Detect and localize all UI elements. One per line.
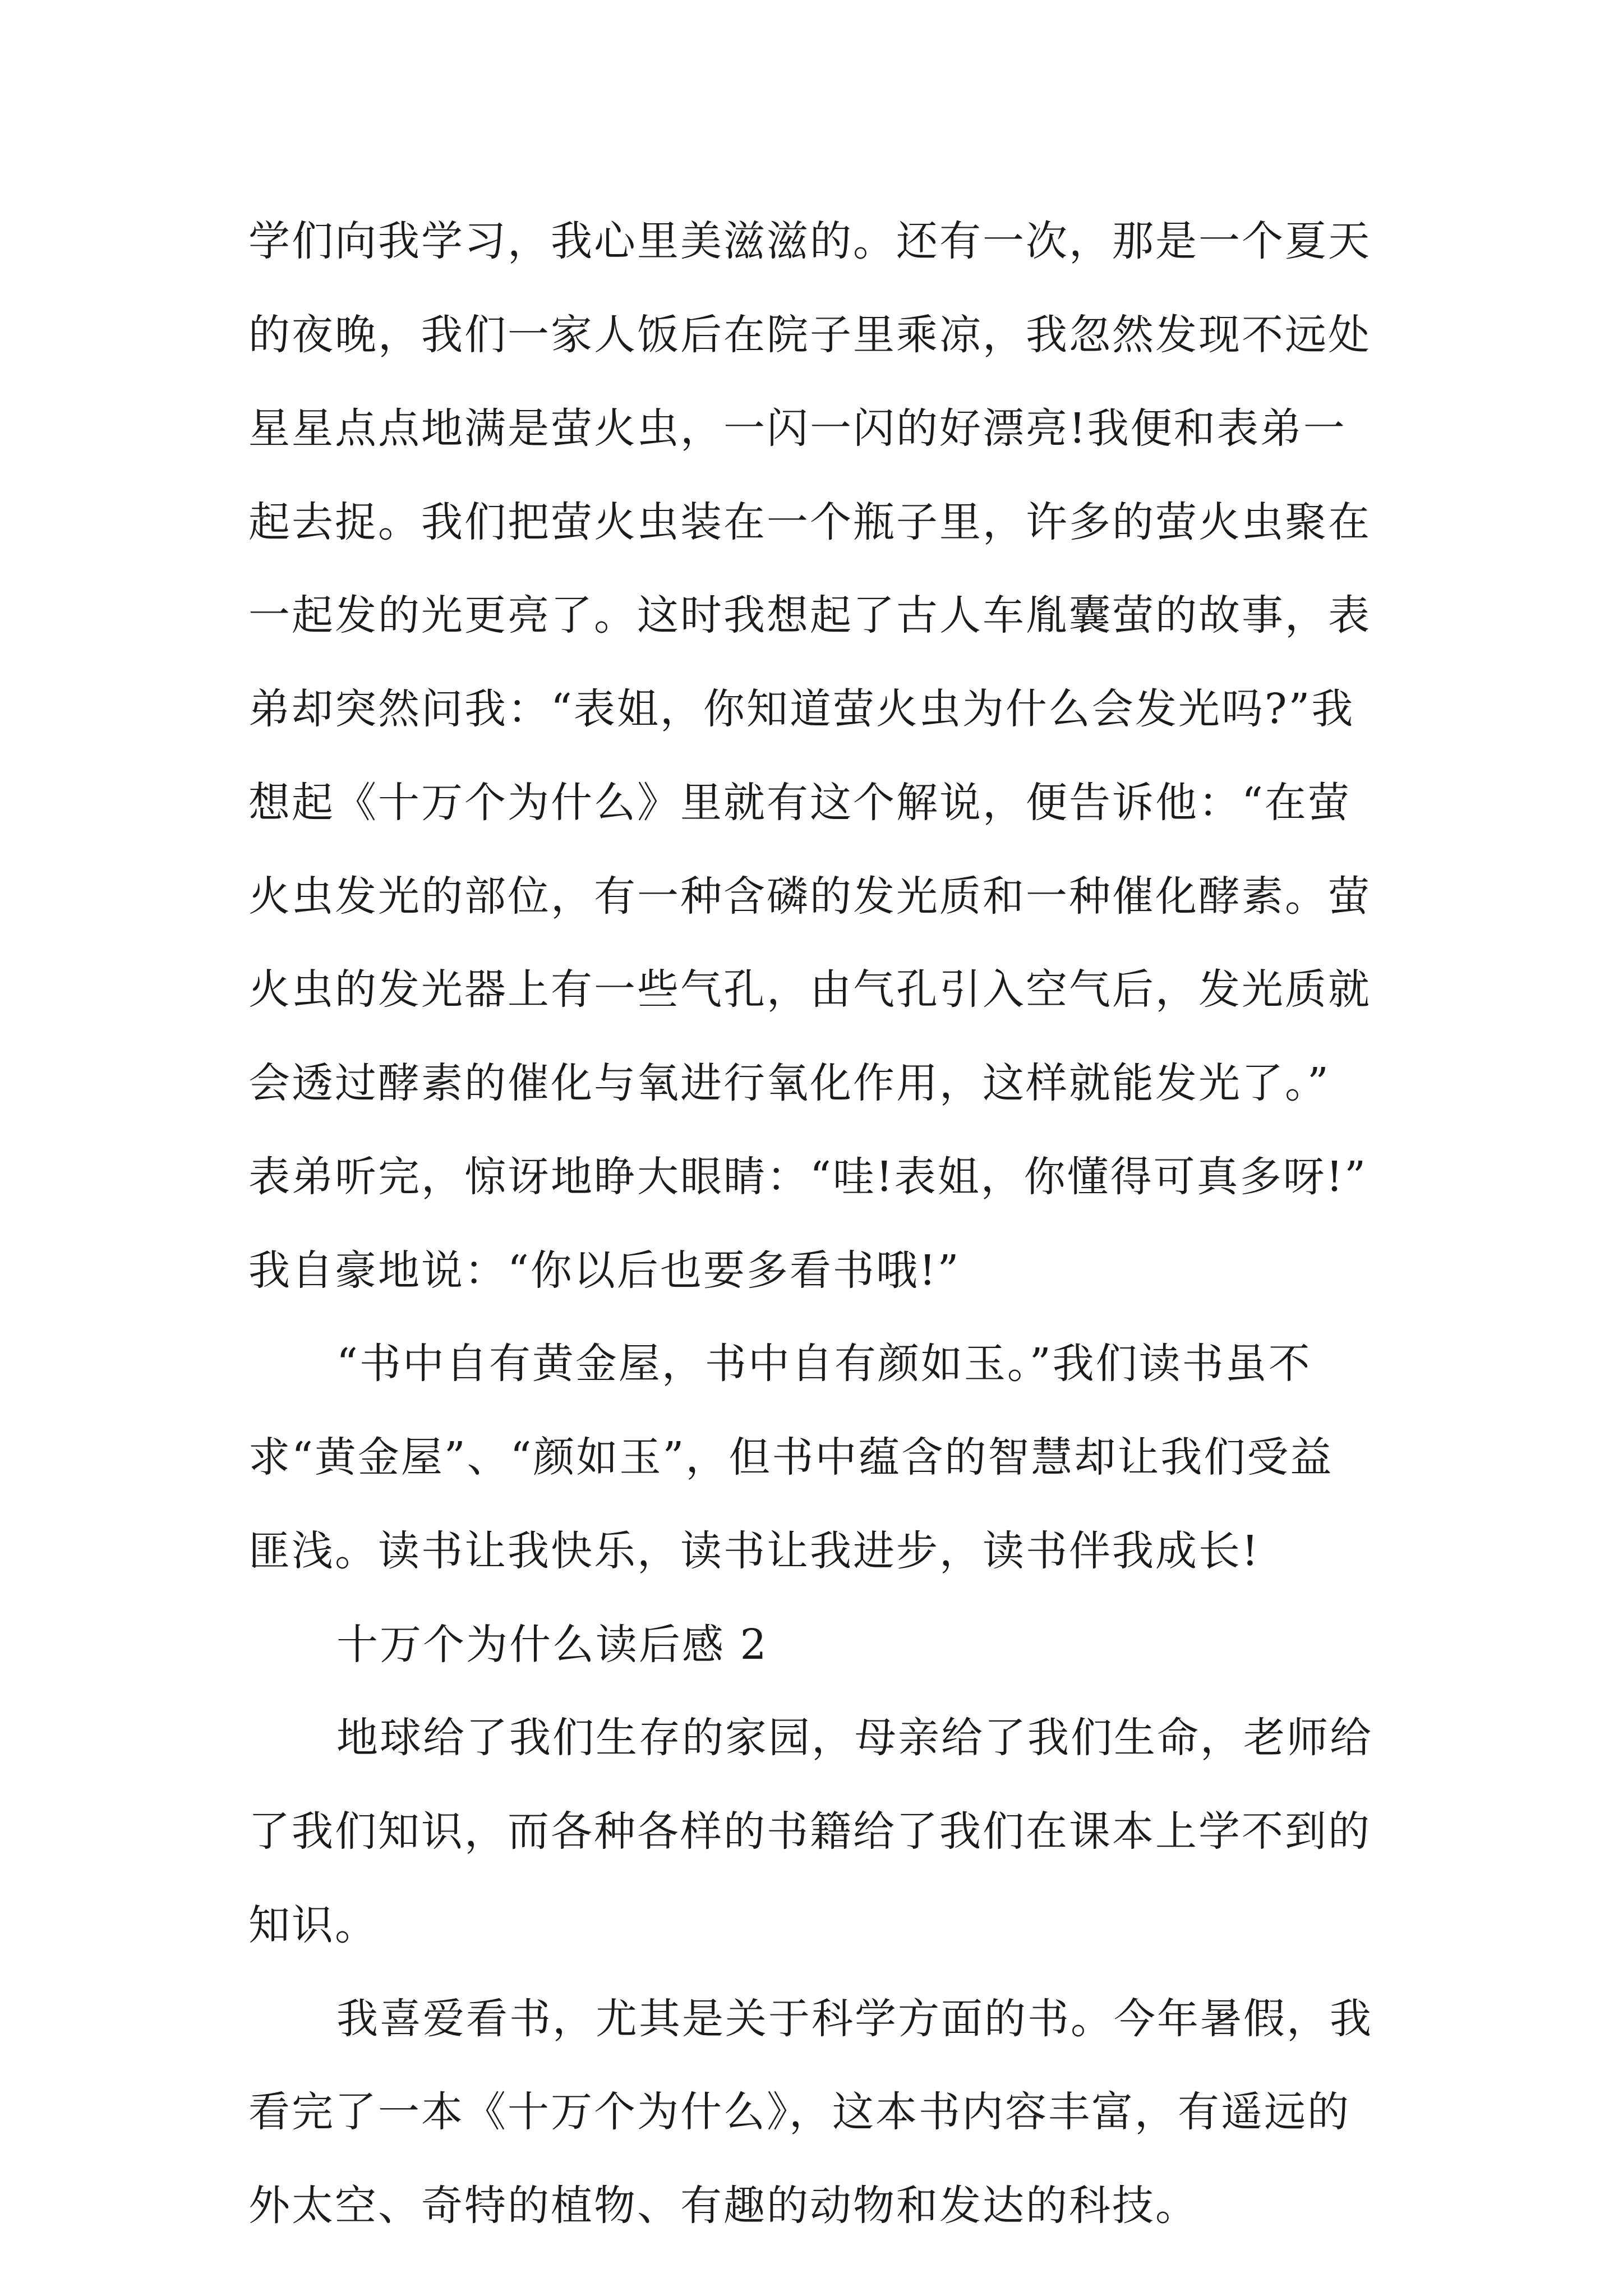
text-line: 知识。 xyxy=(248,1901,378,1949)
text-line: 看完了一本《十万个为什么》，这本书内容丰富，有遥远的 xyxy=(248,2088,1350,2136)
text-line: 我自豪地说：“你以后也要多看书哦!” xyxy=(248,1246,961,1295)
text-line: 想起《十万个为什么》里就有这个解说，便告诉他：“在萤 xyxy=(248,779,1351,827)
text-line: 火虫的发光器上有一些气孔，由气孔引入空气后，发光质就 xyxy=(248,965,1371,1014)
text-line: 匪浅。读书让我快乐，读书让我进步，读书伴我成长! xyxy=(248,1527,1260,1575)
text-line: 表弟听完，惊讶地睁大眼睛：“哇!表姐，你懂得可真多呀!” xyxy=(248,1153,1368,1201)
section-heading: 十万个为什么读后感 2 xyxy=(336,1621,768,1669)
paragraph-start-line: 我喜爱看书，尤其是关于科学方面的书。今年暑假，我 xyxy=(336,1995,1373,2043)
text-line: 学们向我学习，我心里美滋滋的。还有一次，那是一个夏天 xyxy=(248,217,1371,265)
text-line: 求“黄金屋”、“颜如玉”，但书中蕴含的智慧却让我们受益 xyxy=(248,1433,1334,1481)
text-line: 的夜晚，我们一家人饭后在院子里乘凉，我忽然发现不远处 xyxy=(248,311,1371,359)
paragraph-start-line: “书中自有黄金屋，书中自有颜如玉。”我们读书虽不 xyxy=(336,1340,1312,1388)
text-line: 了我们知识，而各种各样的书籍给了我们在课本上学不到的 xyxy=(248,1807,1371,1856)
text-line: 火虫发光的部位，有一种含磷的发光质和一种催化酵素。萤 xyxy=(248,872,1371,921)
text-line: 外太空、奇特的植物、有趣的动物和发达的科技。 xyxy=(248,2182,1198,2230)
text-line: 起去捉。我们把萤火虫装在一个瓶子里，许多的萤火虫聚在 xyxy=(248,498,1371,546)
text-line: 一起发的光更亮了。这时我想起了古人车胤囊萤的故事，表 xyxy=(248,591,1371,639)
text-line: 星星点点地满是萤火虫，一闪一闪的好漂亮!我便和表弟一 xyxy=(248,404,1347,453)
paragraph-start-line: 地球给了我们生存的家园，母亲给了我们生命，老师给 xyxy=(336,1714,1373,1762)
text-line: 弟却突然问我：“表姐，你知道萤火虫为什么会发光吗?”我 xyxy=(248,685,1355,733)
text-line: 会透过酵素的催化与氧进行氧化作用，这样就能发光了。” xyxy=(248,1059,1330,1107)
